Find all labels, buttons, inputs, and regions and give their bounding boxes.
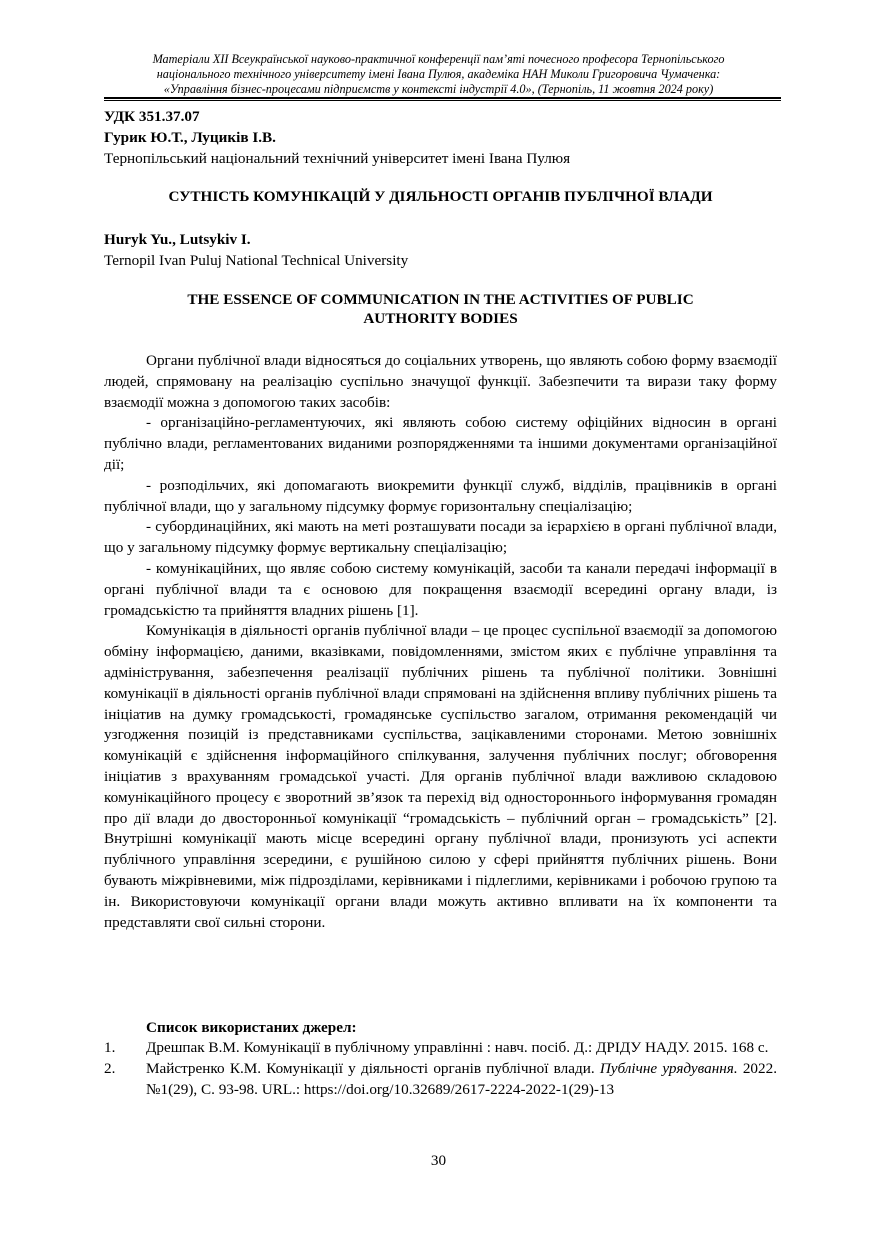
body-paragraph-2: Комунікація в діяльності органів публічної влади – це процес суспільної взаємодії за допомогою обміну інформацією, даними, вказівками, повідомленнями, змістом яких є публічне управління та адміністрування, забезпечення реалізації публічних рішень та публічної політики. Зовнішні комунікації в діяльності органів публічної влади спрямовані на здійснення впливу публічних рішень та ініціатив на думку громадськості, громадянське суспільство загалом, отримання рекомендацій чи узгодження позицій із представниками суспільства, зацікавленими сторонами. Метою зовнішніх комунікацій є здійснення інформаційного спілкування, залучення публічних послуг; обговорення ініціатив з врахуванням громадської участі. Для органів публічної влади важливою складовою комунікаційного процесу є зворотний зв’язок та перехід від одностороннього інформування громадян про дії влади до двосторонньої комунікації “громадськість – публічний орган – громадськість” [2]. Внутрішні комунікації мають місце всередині органу публічної влади, пронизують усі аспекти публічного управління зсередини, є рушійною силою у сфері прийняття публічних рішень. Вони бувають міжрівневими, між підрозділами, керівниками і підлеглими, керівниками і робочою групою та ін. Використовуючи комунікації органи влади можуть активно впливати на їх компоненти та представляти свої сильні сторони. xyxy=(104,622,777,931)
reference-number: 1. xyxy=(104,1039,116,1056)
references-list xyxy=(104,1038,777,1100)
reference-item-2 xyxy=(104,1059,777,1101)
running-header xyxy=(100,52,777,96)
header-rule-thin xyxy=(104,100,781,101)
udk-code: УДК 351.37.07 xyxy=(104,108,200,125)
title-english-line-1: THE ESSENCE OF COMMUNICATION IN THE ACTIVITIES OF PUBLIC xyxy=(187,291,694,308)
list-item-1: - організаційно-регламентуючих, які являють собою систему офіційних відносин в органі публічно влади, регламентованих виданими розпорядженнями та іншими документами організаційної дії; xyxy=(104,414,777,473)
list-item-4: - комунікаційних, що являє собою систему комунікацій, засоби та канали передачі інформації в органі публічної влади та є основою для покращення взаємодії всередині органу влади, із громадськістю та прийняття владних рішень [1]. xyxy=(104,559,777,619)
reference-item-1 xyxy=(104,1038,777,1059)
references-heading: Список використаних джерел: xyxy=(146,1019,357,1036)
reference-text-details: 2022. №1(29), С. 93-98. URL.: https://doi.org/10.32689/2617-2224-2022-1(29)-13 xyxy=(146,1059,778,1098)
title-english-line-2: AUTHORITY BODIES xyxy=(363,310,518,327)
title-english xyxy=(104,290,777,328)
running-header-line-1: Матеріали XII Всеукраїнської науково-практичної конференції пам’яті почесного професора Тернопільського xyxy=(152,52,725,66)
authors-english: Huryk Yu., Lutsykiv I. xyxy=(104,231,251,248)
running-header-line-3: «Управління бізнес-процесами підприємств у контексті індустрії 4.0», (Тернопіль, 11 жовтня 2024 року) xyxy=(163,81,714,96)
list-item-2: - розподільчих, які допомагають виокремити функції служб, відділів, працівників в органі публічної влади, що у загальному підсумку формує горизонтальну спеціалізацію; xyxy=(104,476,777,515)
affiliation-english: Ternopil Ivan Puluj National Technical University xyxy=(104,252,409,269)
reference-number: 2. xyxy=(104,1059,116,1077)
affiliation-ukrainian: Тернопільський національний технічний університет імені Івана Пулюя xyxy=(104,150,571,167)
reference-text: Майстренко К.М. Комунікації у діяльності органів публічної влади. xyxy=(146,1059,600,1077)
list-item-3: - субординаційних, які мають на меті розташувати посади за ієрархією в органі публічної влади, що у загальному підсумку формує вертикальну спеціалізацію; xyxy=(104,518,777,557)
title-ukrainian: СУТНІСТЬ КОМУНІКАЦІЙ У ДІЯЛЬНОСТІ ОРГАНІВ ПУБЛІЧНОЇ ВЛАДИ xyxy=(168,188,713,205)
page-number: 30 xyxy=(430,1152,447,1169)
reference-journal-title: Публічне урядування. xyxy=(599,1059,738,1077)
body-paragraph-1: Органи публічної влади відносяться до соціальних утворень, що являють собою форму взаємодії людей, спрямовану на реалізацію суспільно значущої функції. Забезпечити та вирази таку форму взаємодії можна з допомогою таких засобів: xyxy=(104,352,777,411)
running-header-line-2: національного технічного університету імені Івана Пулюя, академіка НАН Миколи Григоровича Чумаченка: xyxy=(156,66,721,81)
reference-text: Дрешпак В.М. Комунікації в публічному управлінні : навч. посіб. Д.: ДРІДУ НАДУ. 2015. 168 с. xyxy=(146,1039,769,1056)
article-body xyxy=(104,351,777,933)
header-rule-thick xyxy=(104,97,781,99)
authors-ukrainian: Гурик Ю.Т., Луциків І.В. xyxy=(104,129,276,146)
